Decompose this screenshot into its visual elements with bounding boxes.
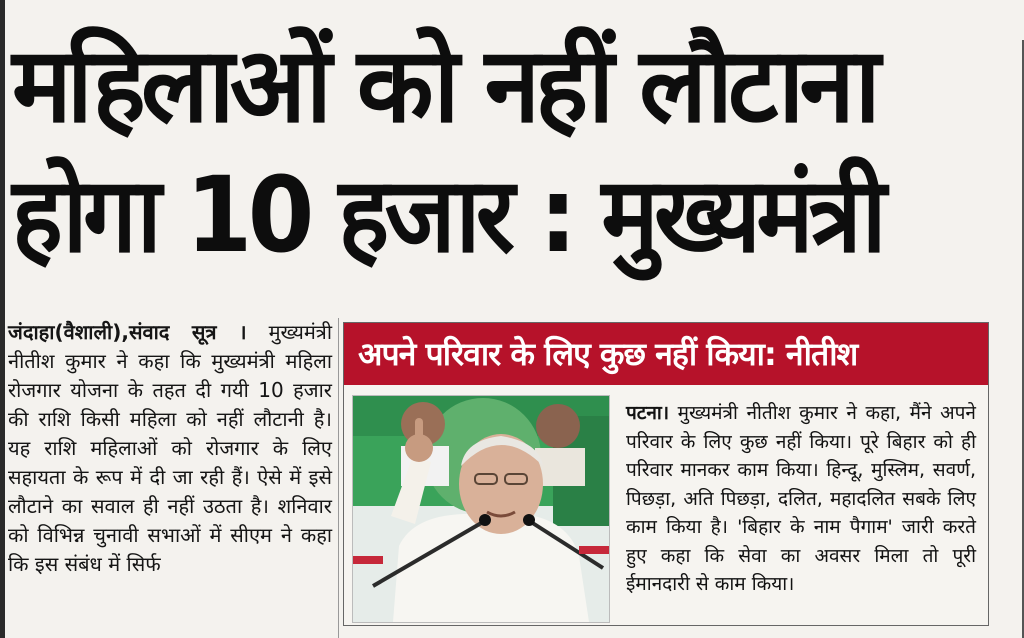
sidebar-story-text bbox=[626, 399, 976, 599]
main-story-body: मुख्यमंत्री नीतीश कुमार ने कहा कि मुख्यमंत्री महिला रोजगार योजना के तहत दी गयी 10 हजार की राशि किसी महिला को नहीं लौटानी है। यह राशि महिलाओं को रोजगार के लिए सहायता के रूप में दी जा रही हैं। ऐसे में इसे लौटाने का सवाल ही नहीं उठता है। शनिवार को विभिन्न चुनावी सभाओं में सीएम ने कहा कि इस संबंध में सिर्फ bbox=[8, 320, 333, 576]
main-story-dateline: जंदाहा(वैशाली),संवाद सूत्र । bbox=[8, 320, 247, 344]
main-story bbox=[8, 318, 332, 579]
speaker-photo bbox=[352, 395, 610, 623]
speaker-photo-icon bbox=[353, 396, 609, 622]
sidebar-dateline: पटना। bbox=[626, 402, 670, 424]
sidebar-body: मुख्यमंत्री नीतीश कुमार ने कहा, मैंने अपने परिवार के लिए कुछ नहीं किया। पूरे बिहार को ही परिवार मानकर काम किया। हिन्दू, मुस्लिम, सवर्ण, पिछड़ा, अति पिछड़ा, दलित, महादलित सबके लिए काम किया है। 'बिहार के नाम पैगाम' जारी करते हुए कहा कि सेवा का अवसर मिला तो पूरी ईमानदारी से काम किया। bbox=[626, 402, 976, 595]
headline-line-2: होगा 10 हजार : मुख्यमंत्री bbox=[12, 154, 882, 276]
page-left-border bbox=[0, 0, 5, 638]
main-story-text bbox=[8, 318, 332, 579]
sidebar-heading: अपने परिवार के लिए कुछ नहीं किया: नीतीश bbox=[344, 323, 988, 385]
headline-line-1: महिलाओं को नहीं लौटाना bbox=[12, 24, 876, 146]
column-divider bbox=[338, 318, 339, 638]
sidebar-box bbox=[343, 322, 989, 626]
sidebar-story bbox=[626, 399, 976, 599]
